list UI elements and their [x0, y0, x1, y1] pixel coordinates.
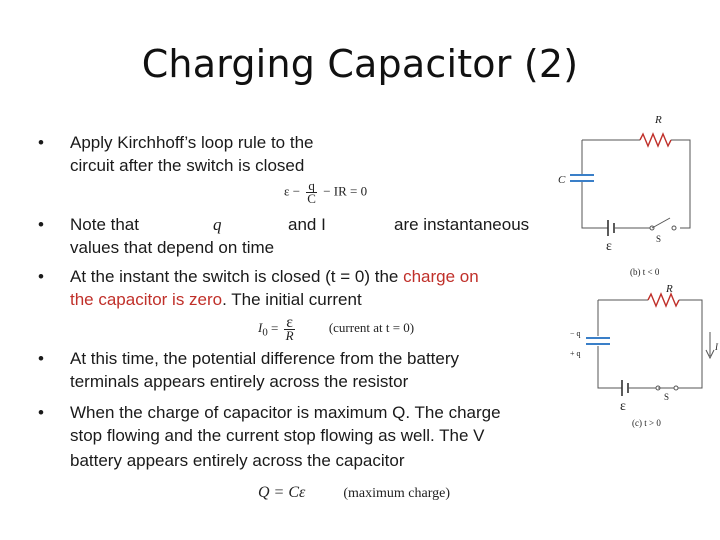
initial-current-equation: [258, 314, 415, 343]
bullet-3-highlight-b: the capacitor is zero: [70, 290, 223, 309]
bullet-marker: •: [38, 349, 44, 368]
label-plus-q: + q: [570, 349, 581, 358]
eq-I0: $I_0$: [258, 320, 268, 340]
capacitor-icon: [570, 175, 594, 181]
caption-c: (c) t > 0: [632, 418, 661, 428]
circuit-c: [570, 283, 719, 428]
bullet-3-text-a: At the instant the switch is closed (t = 0) the: [70, 267, 404, 286]
label-eps-bottom: ε: [620, 399, 626, 414]
eq-fraction: [284, 314, 296, 343]
label-S-top: S: [656, 234, 662, 244]
bullet-3-text-b: . The initial current: [222, 290, 362, 309]
bullet-1-line-1: Apply Kirchhoff’s loop rule to the: [70, 133, 314, 152]
switch-icon: [652, 218, 670, 228]
bullet-3-line-1: [70, 266, 479, 288]
bullet-5-line-2: stop flowing and the current stop flowing as well. The V: [70, 426, 485, 445]
bullet-3-line-2: [70, 289, 362, 311]
bullet-3-highlight-a: charge on: [403, 267, 479, 286]
battery-icon: [608, 220, 614, 236]
eq-eps: ε: [286, 314, 293, 331]
circuit-diagrams: [550, 110, 720, 440]
max-eq-note: (maximum charge): [343, 486, 450, 501]
label-eps-top: ε: [606, 239, 612, 254]
bullet-marker: •: [38, 267, 44, 286]
circuit-b: [558, 114, 690, 277]
label-I: I: [715, 342, 718, 352]
label-C: C: [558, 174, 566, 186]
label-minus-q: − q: [570, 329, 581, 338]
label-R-top: R: [655, 114, 662, 126]
bullet-4-line-1: At this time, the potential difference from the battery: [70, 349, 459, 368]
caption-b: (b) t < 0: [630, 267, 660, 277]
max-eq: Q = Cε: [258, 484, 306, 501]
bullet-2-note: Note that: [70, 215, 139, 234]
bullet-marker: •: [38, 215, 44, 234]
max-charge-equation: [258, 484, 450, 502]
eq-R: R: [285, 328, 294, 343]
loop-equation: [284, 180, 367, 205]
loop-eq-lhs: ε −: [284, 183, 301, 199]
eq-note: (current at t = 0): [328, 320, 415, 336]
bullet-marker: •: [38, 133, 44, 152]
bullet-2-are: are instantaneous: [394, 215, 530, 234]
resistor-icon: [648, 294, 679, 306]
bullet-1-line-2: circuit after the switch is closed: [70, 156, 305, 175]
loop-eq-rest: − IR = 0: [323, 183, 368, 199]
loop-eq-q: q: [308, 178, 315, 193]
label-S-bottom: S: [664, 392, 670, 402]
bullet-5-line-3: battery appears entirely across the capacitor: [70, 451, 405, 470]
loop-eq-C: C: [307, 191, 316, 206]
bullet-4-line-2: terminals appears entirely across the resistor: [70, 372, 409, 391]
slide-title: Charging Capacitor (2): [141, 42, 579, 86]
battery-icon: [622, 380, 628, 396]
label-R-bottom: R: [666, 283, 673, 295]
loop-eq-fraction: [305, 180, 318, 205]
eq-equals: =: [271, 320, 279, 336]
bullet-5-line-1: When the charge of capacitor is maximum Q. The charge: [70, 403, 501, 422]
resistor-icon: [640, 134, 671, 146]
bullet-2-and: and I: [288, 215, 326, 234]
capacitor-icon: [586, 338, 610, 344]
bullet-marker: •: [38, 403, 44, 422]
bullet-2-line-2: values that depend on time: [70, 238, 275, 257]
current-arrow-icon: [706, 332, 714, 358]
bullet-2-q: q: [213, 215, 222, 234]
